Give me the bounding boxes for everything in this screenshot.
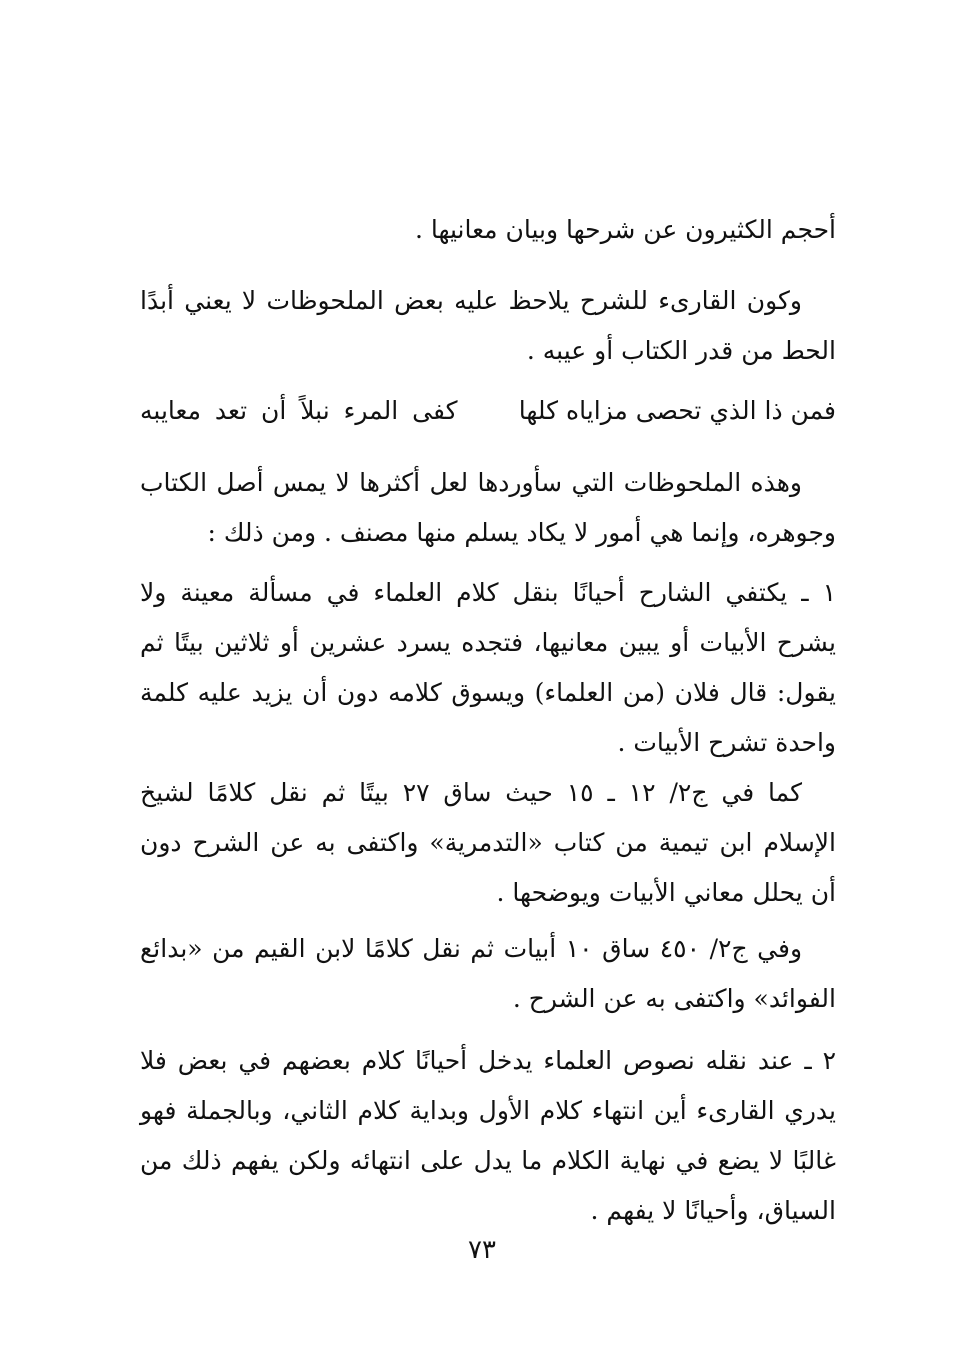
paragraph-remark-2: ٢ ـ عند نقله نصوص العلماء يدخل أحيانًا كلام بعضهم في بعض فلا يدري القارىء أين انتهاء كلام الأول وبداية كلام الثاني، وبالجملة فهو غالبًا لا يضع في نهاية الكلام ما يدل على انتهائه ولكن يفهم ذلك من السياق، وأحيانًا لا يفهم . (140, 1046, 836, 1225)
paragraph-remarks-intro: وهذه الملحوظات التي سأوردها لعل أكثرها لا يمس أصل الكتاب وجوهره، وإنما هي أمور لا يكاد يسلم منها مصنف . ومن ذلك : (140, 468, 836, 547)
verse-second-hemistich: كفى المرء نبلاً أن تعد معايبه (140, 396, 458, 425)
paragraph-remark-1: ١ ـ يكتفي الشارح أحيانًا بنقل كلام العلماء في مسألة معينة ولا يشرح الأبيات أو يبين معانيها، فتجده يسرد عشرين أو ثلاثين بيتًا ثم يقول: قال فلان (من العلماء) ويسوق كلامه دون أن يزيد عليه كلمة واحدة تشرح الأبيات . (140, 578, 836, 757)
paragraph-reader-remarks: وكون القارىء للشرح يلاحظ عليه بعض الملحوظات لا يعني أبدًا الحط من قدر الكتاب أو عيبه . (140, 286, 836, 365)
paragraph-example-1: كما في ج٢/ ١٢ ـ ١٥ حيث ساق ٢٧ بيتًا ثم نقل كلامًا لشيخ الإسلام ابن تيمية من كتاب «التدمرية» واكتفى به عن الشرح دون أن يحلل معاني الأبيات ويوضحها . (140, 778, 836, 907)
page-number: ٧٣ (468, 1235, 496, 1265)
paragraph-continuation: أحجم الكثيرون عن شرحها وبيان معانيها . (414, 215, 836, 244)
poetry-verse (140, 386, 836, 436)
verse-first-hemistich: فمن ذا الذي تحصى مزاياه كلها (518, 396, 836, 425)
paragraph-example-2: وفي ج٢/ ٤٥٠ ساق ١٠ أبيات ثم نقل كلامًا لابن القيم من «بدائع الفوائد» واكتفى به عن الشرح . (140, 934, 836, 1013)
